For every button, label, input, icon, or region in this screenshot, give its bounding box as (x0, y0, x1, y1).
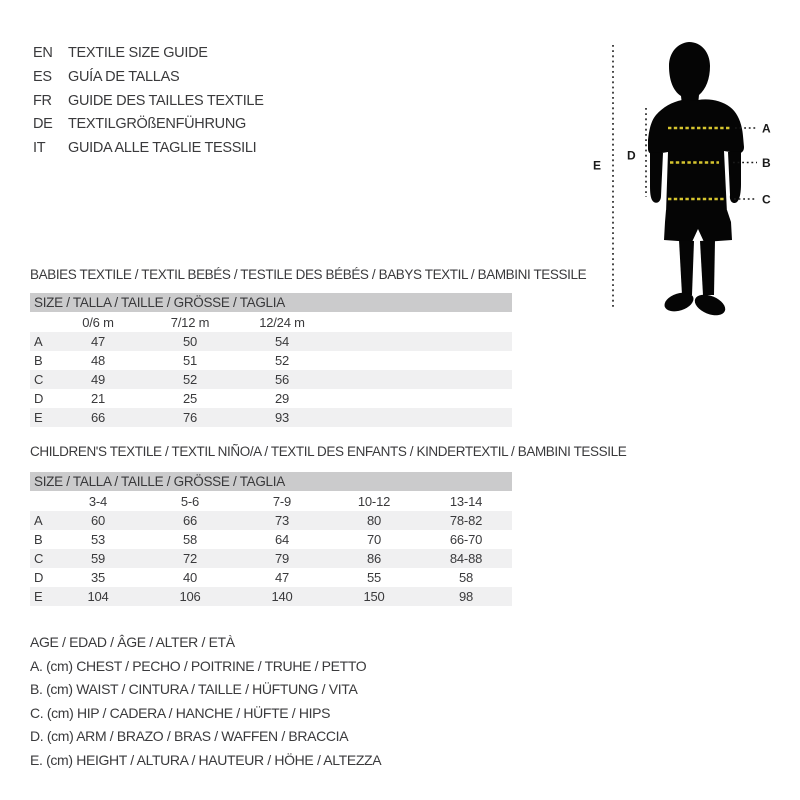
column-header: 13-14 (449, 494, 483, 509)
table-cell: 59 (90, 551, 106, 566)
language-row (33, 137, 264, 161)
table-row (30, 568, 512, 587)
table-cell: 54 (274, 334, 290, 349)
table-cell: 51 (182, 353, 198, 368)
table-cell: 79 (274, 551, 290, 566)
measure-label-e: E (593, 158, 602, 173)
legend-line: C. (cm) HIP / CADERA / HANCHE / HÜFTE / HIPS (30, 704, 331, 721)
table-row (30, 530, 512, 549)
table-cell: 21 (90, 391, 106, 406)
table-cell: 49 (90, 372, 106, 387)
table-row (30, 351, 512, 370)
row-label: A (34, 513, 43, 528)
table-column-header-row (30, 492, 512, 511)
table-row (30, 587, 512, 606)
row-label: D (34, 570, 44, 585)
language-label: TEXTILGRÖßENFÜHRUNG (68, 116, 246, 133)
table-cell: 66-70 (449, 532, 483, 547)
language-code: IT (33, 140, 46, 157)
measure-label-c: C (762, 192, 771, 207)
child-silhouette (648, 42, 744, 319)
table-row (30, 332, 512, 351)
children-size-table (30, 492, 512, 606)
table-cell: 66 (182, 513, 198, 528)
language-label: GUIDA ALLE TAGLIE TESSILI (68, 140, 257, 157)
language-code: ES (33, 68, 52, 85)
table-cell: 106 (179, 589, 201, 604)
language-row (33, 90, 264, 114)
children-size-header: SIZE / TALLA / TAILLE / GRÖSSE / TAGLIA (30, 472, 512, 491)
child-silhouette-figure (575, 20, 790, 320)
measure-label-d: D (627, 148, 636, 163)
language-label: TEXTILE SIZE GUIDE (68, 45, 208, 61)
table-cell: 55 (366, 570, 382, 585)
language-list (33, 42, 264, 161)
table-cell: 73 (274, 513, 290, 528)
children-table-title: CHILDREN'S TEXTILE / TEXTIL NIÑO/A / TEXTIL DES ENFANTS / KINDERTEXTIL / BAMBINI TESSILE (30, 444, 627, 459)
column-header: 12/24 m (259, 315, 305, 330)
table-cell: 47 (90, 334, 106, 349)
table-cell: 64 (274, 532, 290, 547)
language-code: FR (33, 92, 52, 109)
table-cell: 78-82 (449, 513, 483, 528)
table-row (30, 511, 512, 530)
language-row (33, 42, 264, 66)
language-row (33, 113, 264, 137)
measurement-legend (30, 631, 381, 772)
table-cell: 86 (366, 551, 382, 566)
table-cell: 66 (90, 410, 106, 425)
table-column-header-row (30, 313, 512, 332)
table-cell: 47 (274, 570, 290, 585)
table-cell: 98 (458, 589, 474, 604)
table-cell: 52 (274, 353, 290, 368)
measure-label-a: A (762, 121, 771, 136)
row-label: B (34, 532, 43, 547)
row-label: A (34, 334, 43, 349)
language-label: GUÍA DE TALLAS (68, 68, 180, 85)
table-cell: 56 (274, 372, 290, 387)
column-header: 7/12 m (170, 315, 210, 330)
table-row (30, 389, 512, 408)
table-cell: 58 (458, 570, 474, 585)
table-cell: 93 (274, 410, 290, 425)
language-code: EN (33, 45, 53, 61)
table-cell: 60 (90, 513, 106, 528)
table-row (30, 370, 512, 389)
language-code: DE (33, 116, 53, 133)
column-header: 5-6 (180, 494, 200, 509)
table-cell: 35 (90, 570, 106, 585)
row-label: C (34, 372, 44, 387)
row-label: E (34, 410, 43, 425)
row-label: B (34, 353, 43, 368)
table-cell: 72 (182, 551, 198, 566)
language-label: GUIDE DES TAILLES TEXTILE (68, 92, 264, 109)
column-header: 10-12 (357, 494, 391, 509)
table-cell: 70 (366, 532, 382, 547)
table-cell: 53 (90, 532, 106, 547)
table-cell: 84-88 (449, 551, 483, 566)
table-cell: 29 (274, 391, 290, 406)
table-row (30, 549, 512, 568)
column-header: 0/6 m (82, 315, 114, 330)
legend-line: A. (cm) CHEST / PECHO / POITRINE / TRUHE / PETTO (30, 657, 367, 674)
babies-table-title: BABIES TEXTILE / TEXTIL BEBÉS / TESTILE DES BÉBÉS / BABYS TEXTIL / BAMBINI TESSILE (30, 267, 587, 282)
table-cell: 52 (182, 372, 198, 387)
table-cell: 50 (182, 334, 198, 349)
babies-size-table (30, 313, 512, 427)
table-cell: 48 (90, 353, 106, 368)
row-label: C (34, 551, 44, 566)
legend-line: AGE / EDAD / ÂGE / ALTER / ETÀ (30, 634, 235, 650)
table-cell: 80 (366, 513, 382, 528)
table-cell: 150 (363, 589, 385, 604)
table-row (30, 408, 512, 427)
table-cell: 76 (182, 410, 198, 425)
table-cell: 25 (182, 391, 198, 406)
table-cell: 104 (87, 589, 109, 604)
measure-label-b: B (762, 156, 771, 170)
row-label: D (34, 391, 44, 406)
legend-line: B. (cm) WAIST / CINTURA / TAILLE / HÜFTUNG / VITA (30, 681, 358, 697)
table-cell: 40 (182, 570, 198, 585)
table-cell: 140 (271, 589, 293, 604)
language-row (33, 66, 264, 90)
legend-line: D. (cm) ARM / BRAZO / BRAS / WAFFEN / BRACCIA (30, 728, 349, 744)
column-header: 7-9 (272, 494, 292, 509)
column-header: 3-4 (88, 494, 108, 509)
babies-size-header: SIZE / TALLA / TAILLE / GRÖSSE / TAGLIA (30, 293, 512, 312)
row-label: E (34, 589, 43, 604)
legend-line: E. (cm) HEIGHT / ALTURA / HAUTEUR / HÖHE / ALTEZZA (30, 751, 382, 768)
table-cell: 58 (182, 532, 198, 547)
